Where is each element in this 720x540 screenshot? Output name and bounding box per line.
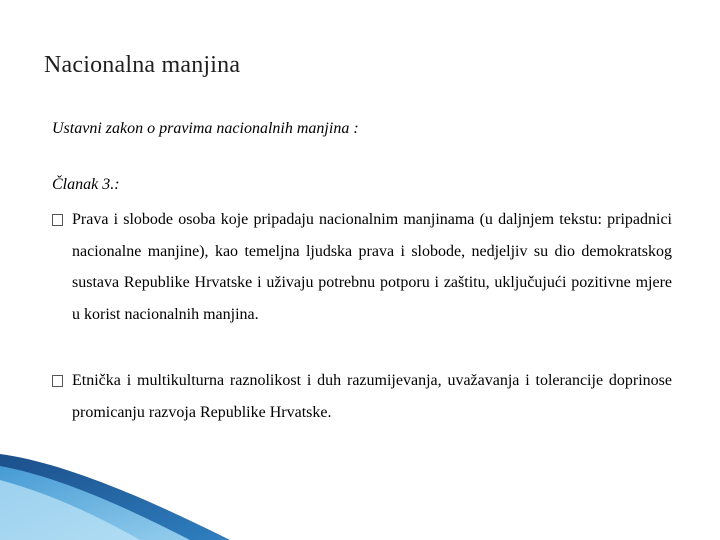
corner-decoration xyxy=(0,440,280,540)
list-item xyxy=(52,371,672,428)
list-item xyxy=(52,210,672,330)
list-item-text: Prava i slobode osoba koje pripadaju nacionalnim manjinama (u daljnjem tekstu: pripadnici nacionalne manjine), kao temeljna ljudska prava i slobode, nedjeljiv su dio demokratskog sustava Republike Hrvatske i uživaju potrebnu potporu i zaštitu, uključujući pozitivne mjere u korist nacionalnih manjina. xyxy=(72,211,672,323)
slide-title: Nacionalna manjina xyxy=(44,52,241,78)
subtitle: Ustavni zakon o pravima nacionalnih manjina : xyxy=(52,120,359,137)
checkbox-bullet-icon xyxy=(52,214,63,226)
article-heading: Članak 3.: xyxy=(52,176,120,193)
checkbox-bullet-icon xyxy=(52,375,63,387)
list-item-text: Etnička i multikulturna raznolikost i duh razumijevanja, uvažavanja i tolerancije doprinose promicanju razvoja Republike Hrvatske. xyxy=(72,372,672,421)
